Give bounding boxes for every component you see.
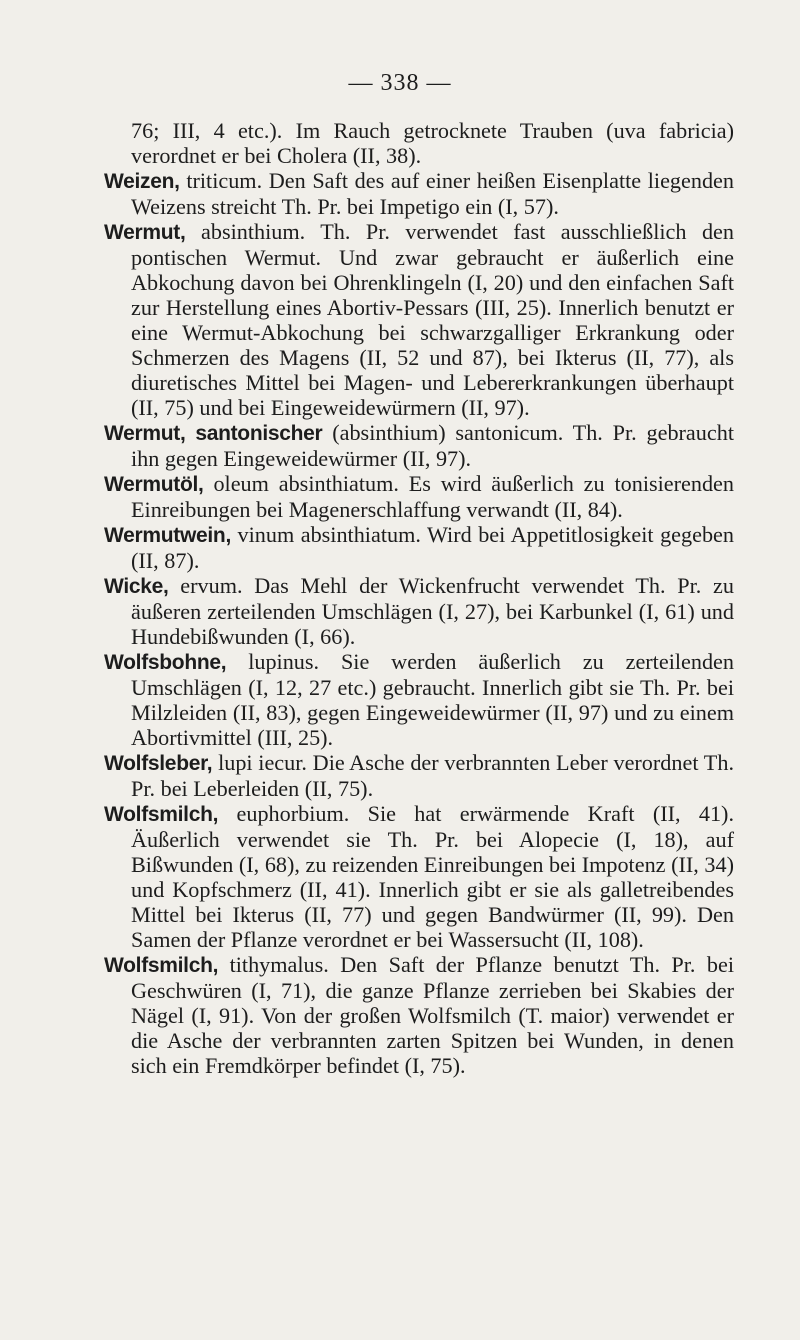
entry-text: lupi iecur. Die Asche der verbrannten Leber verordnet Th. Pr. bei Leberleiden (II, 75). [131, 750, 734, 801]
entry-list [104, 118, 734, 1078]
entry-wicke [104, 573, 734, 649]
entry-text: lupinus. Sie werden äußerlich zu zerteilenden Umschlägen (I, 12, 27 etc.) gebraucht. Innerlich gibt sie Th. Pr. bei Milzleiden (II, 83), gegen Eingeweidewürmer (II, 97) und zu einem Abortivmittel (III, 25). [131, 649, 734, 750]
entry-headword: Wermutöl, [104, 473, 204, 496]
entry-text: vinum absinthiatum. Wird bei Appetitlosigkeit gegeben (II, 87). [131, 522, 734, 573]
entry-headword: Wolfsbohne, [104, 651, 227, 674]
entry-wolfsmilch-euphorbium [104, 801, 734, 952]
entry-weizen [104, 168, 734, 219]
entry-wolfsleber [104, 750, 734, 801]
entry-text: oleum absinthiatum. Es wird äußerlich zu tonisierenden Einreibungen bei Magenerschlaffung verwandt (II, 84). [131, 471, 734, 522]
entry-text: 76; III, 4 etc.). Im Rauch getrocknete Trauben (uva fabricia) verordnet er bei Cholera (II, 38). [131, 118, 734, 168]
entry-wolfsbohne [104, 649, 734, 750]
entry-headword: Wermut, [104, 221, 186, 244]
entry-wermut [104, 219, 734, 420]
entry-headword: Wolfsmilch, [104, 803, 219, 826]
entry-continuation [131, 118, 734, 168]
entry-text: absinthium. Th. Pr. verwendet fast ausschließlich den pontischen Wermut. Und zwar gebraucht er äußerlich eine Abkochung davon bei Ohrenklingeln (I, 20) und den einfachen Saft zur Herstellung eines Abortiv-Pessars (III, 25). Innerlich benutzt er eine Wermut-Abkochung bei schwarzgalliger Erkrankung oder Schmerzen des Magens (II, 52 und 87), bei Ikterus (II, 77), als diuretisches Mittel bei Magen- und Lebererkrankungen überhaupt (II, 75) und bei Eingeweidewürmern (II, 97). [131, 219, 734, 420]
entry-wolfsmilch-tithymalus [104, 952, 734, 1078]
page-number: — 338 — [348, 70, 452, 96]
entry-wermutwein [104, 522, 734, 573]
entry-text: euphorbium. Sie hat erwärmende Kraft (II, 41). Äußerlich verwendet sie Th. Pr. bei Alopecie (I, 18), auf Bißwunden (I, 68), zu reizenden Einreibungen bei Impotenz (II, 34) und Kopfschmerz (II, 41). Innerlich gibt er sie als galletreibendes Mittel bei Ikterus (II, 77) und gegen Bandwürmer (II, 99). Den Samen der Pflanze verordnet er bei Wassersucht (II, 108). [131, 801, 734, 952]
entry-headword: Wolfsmilch, [104, 954, 219, 977]
entry-text: (absinthium) santonicum. Th. Pr. gebraucht ihn gegen Eingeweidewürmer (II, 97). [131, 420, 734, 471]
entry-wermut-santonischer [104, 420, 734, 471]
entry-headword: Weizen, [104, 170, 180, 193]
entry-text: tithymalus. Den Saft der Pflanze benutzt Th. Pr. bei Geschwüren (I, 71), die ganze Pflanze zerrieben bei Skabies der Nägel (I, 91). Von der großen Wolfsmilch (T. maior) verwendet er die Asche der verbrannten zarten Spitzen bei Wunden, in denen sich ein Fremdkörper befindet (I, 75). [131, 952, 734, 1078]
entry-wermutoel [104, 471, 734, 522]
entry-headword: Wicke, [104, 575, 169, 598]
entry-text: ervum. Das Mehl der Wickenfrucht verwendet Th. Pr. zu äußeren zerteilenden Umschlägen (I, 27), bei Karbunkel (I, 61) und Hundebißwunden (I, 66). [131, 573, 734, 649]
entry-headword: Wermutwein, [104, 524, 231, 547]
entry-headword: Wermut, santonischer [104, 422, 323, 445]
entry-text: triticum. Den Saft des auf einer heißen Eisenplatte liegenden Weizens streicht Th. Pr. bei Impetigo ein (I, 57). [131, 168, 734, 219]
entry-headword: Wolfsleber, [104, 752, 213, 775]
